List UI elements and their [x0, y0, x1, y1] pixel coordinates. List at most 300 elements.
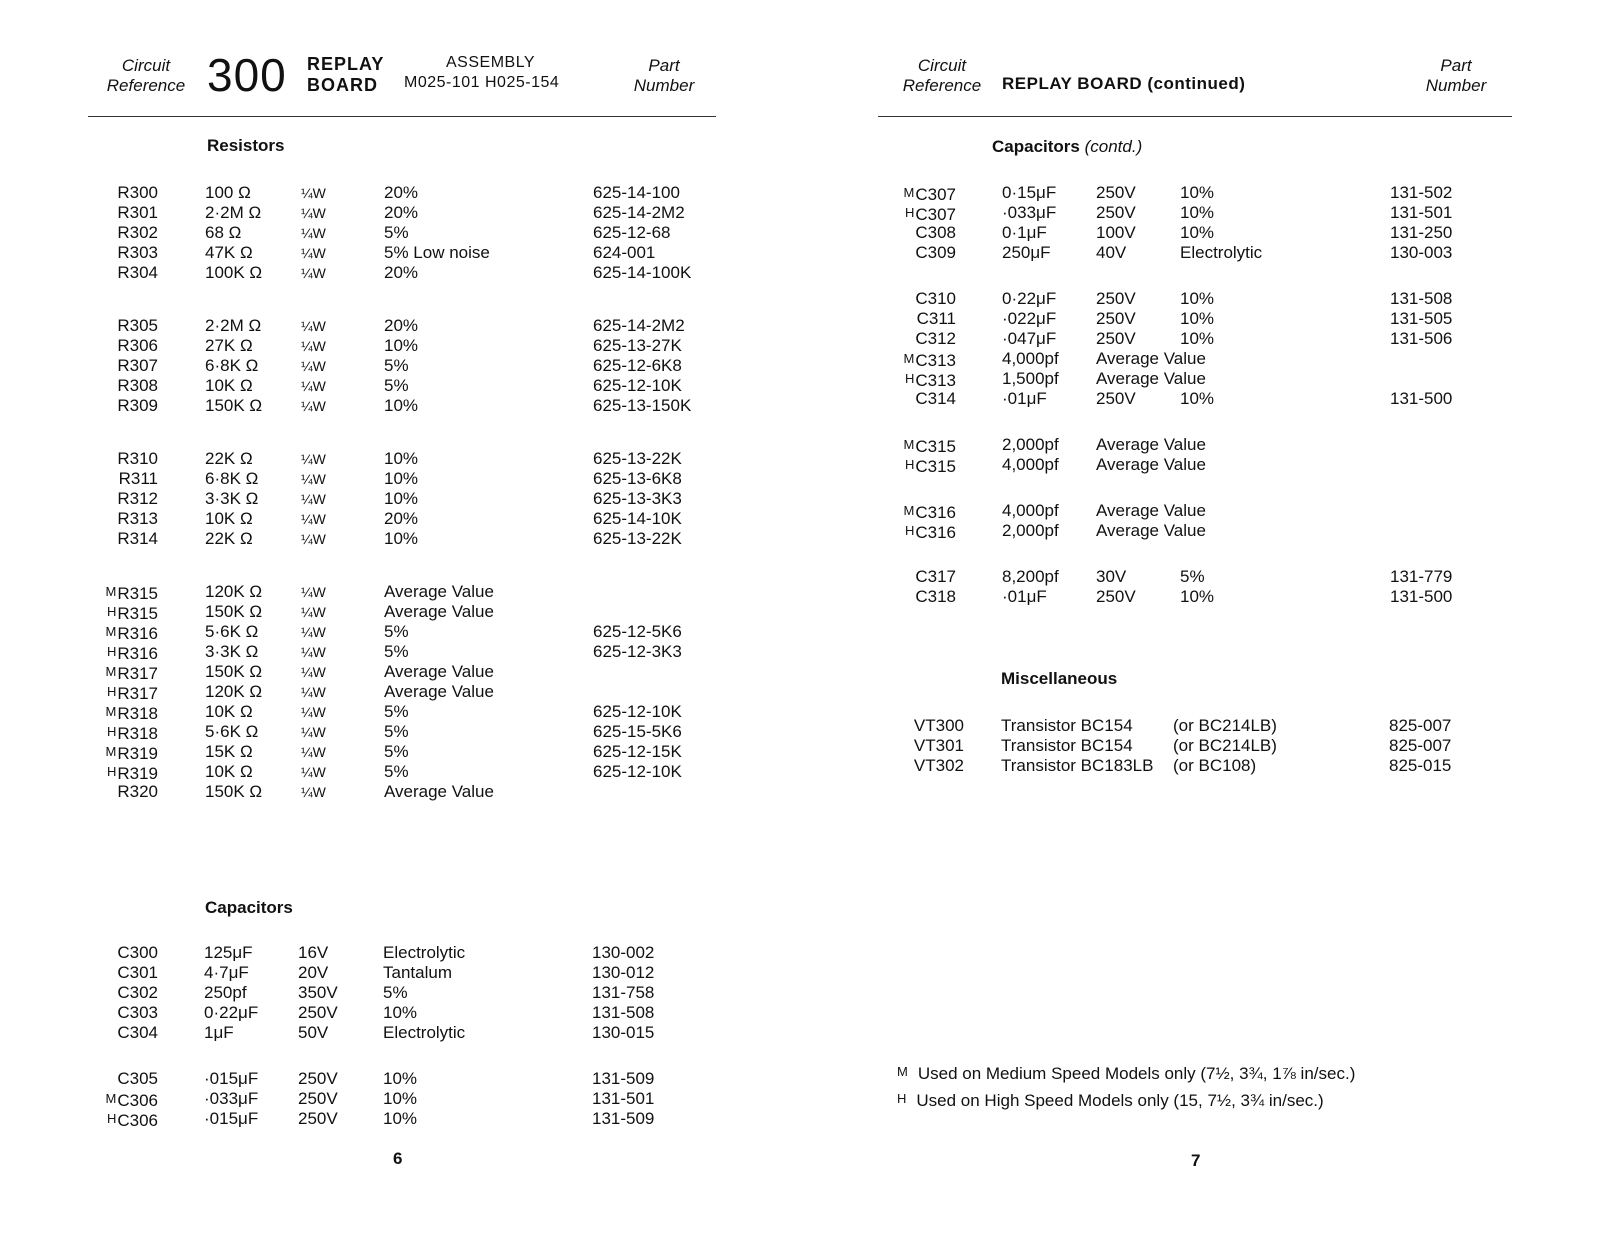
tolerance-cell: 10%: [1180, 309, 1215, 328]
circuit-ref: R315: [117, 584, 158, 603]
tolerance-cell: 10%: [383, 1089, 418, 1108]
ref-cell: [88, 203, 158, 223]
ref-cell: [88, 449, 158, 469]
table-row: [800, 369, 1600, 389]
ref-cell: [88, 469, 158, 489]
voltage-cell: 250V: [1096, 329, 1136, 348]
circuit-ref: R302: [117, 223, 158, 242]
footnote-text: Used on High Speed Models only (15, 7½, 3¾ in/sec.): [916, 1091, 1324, 1110]
circuit-ref: C305: [117, 1069, 158, 1088]
header-circuit-reference-text: Circuit Reference: [902, 56, 982, 95]
ref-cell: [88, 1069, 158, 1089]
table-row: [0, 983, 800, 1003]
wattage-cell: ¼W: [301, 471, 326, 487]
value-cell: 4·7μF: [204, 963, 249, 982]
voltage-cell: 250V: [298, 1089, 338, 1108]
ref-cell: [88, 622, 158, 644]
circuit-ref: C311: [916, 309, 956, 328]
speed-prefix: M: [105, 624, 117, 639]
header-rule: [88, 116, 716, 117]
header-part-number-text: Part Number: [1425, 56, 1487, 95]
tolerance-cell: 10%: [383, 1109, 418, 1128]
part-number-cell: 130-002: [592, 943, 655, 962]
circuit-ref: R311: [118, 469, 158, 488]
tolerance-cell: Electrolytic: [383, 1023, 466, 1042]
tolerance-cell: 5%: [384, 376, 409, 395]
wattage-cell: ¼W: [301, 491, 326, 507]
value-cell: 5·6K Ω: [205, 622, 259, 641]
table-row: [800, 289, 1600, 309]
part-number-cell: 131-508: [1390, 289, 1453, 308]
footnote-mark: H: [897, 1091, 907, 1106]
value-cell: 0·1μF: [1002, 223, 1047, 242]
tolerance-cell: Electrolytic: [1180, 243, 1263, 262]
value-cell: 100K Ω: [205, 263, 263, 282]
wattage-cell: ¼W: [301, 664, 326, 680]
speed-prefix: H: [106, 1111, 117, 1126]
part-number-cell: 131-758: [592, 983, 655, 1002]
ref-cell: [88, 336, 158, 356]
value-cell: 120K Ω: [205, 682, 263, 701]
ref-cell: [886, 369, 956, 391]
ref-cell: [886, 289, 956, 309]
table-row: [0, 316, 800, 336]
ref-cell: [88, 662, 158, 684]
table-row: [0, 203, 800, 223]
circuit-ref: R301: [117, 203, 158, 222]
voltage-cell: 250V: [298, 1109, 338, 1128]
wattage-cell: ¼W: [301, 451, 326, 467]
ref-cell: [886, 349, 956, 371]
circuit-ref: C313: [915, 351, 956, 370]
page-number: 7: [1191, 1151, 1201, 1170]
voltage-cell: 30V: [1096, 567, 1127, 586]
circuit-ref: C316: [915, 523, 956, 542]
page-number: 6: [393, 1149, 403, 1168]
ref-cell: [88, 223, 158, 243]
ref-cell: [886, 309, 956, 329]
ref-cell: [886, 435, 956, 457]
voltage-cell: 250V: [1096, 183, 1136, 202]
wattage-cell: ¼W: [301, 704, 326, 720]
tolerance-cell: Average Value: [384, 602, 494, 621]
tolerance-cell: 5%: [384, 223, 409, 242]
alternative-cell: (or BC214LB): [1173, 736, 1277, 755]
circuit-ref: C315: [915, 437, 956, 456]
circuit-ref: R316: [117, 624, 158, 643]
ref-cell: [88, 602, 158, 624]
voltage-cell: 16V: [298, 943, 329, 962]
circuit-ref: C312: [915, 329, 956, 348]
table-row: [0, 722, 800, 742]
part-number-cell: 625-13-150K: [593, 396, 692, 415]
part-number-cell: 130-012: [592, 963, 655, 982]
board-title: REPLAY BOARD (continued): [1002, 74, 1246, 93]
value-cell: ·015μF: [204, 1069, 259, 1088]
wattage-cell: ¼W: [301, 338, 326, 354]
wattage-cell: ¼W: [301, 358, 326, 374]
speed-prefix: M: [903, 503, 915, 518]
circuit-ref: VT300: [913, 716, 964, 735]
alternative-cell: (or BC108): [1173, 756, 1257, 775]
table-row: [800, 716, 1600, 736]
ref-cell: [88, 1003, 158, 1023]
value-cell: 10K Ω: [205, 702, 253, 721]
wattage-cell: ¼W: [301, 764, 326, 780]
part-number-cell: 825-015: [1389, 756, 1452, 775]
part-number-cell: 131-500: [1390, 587, 1453, 606]
ref-cell: [88, 642, 158, 664]
tolerance-cell: 5%: [384, 622, 409, 641]
part-number-cell: 625-13-22K: [593, 449, 682, 468]
tolerance-cell: Electrolytic: [383, 943, 466, 962]
voltage-cell: 250V: [298, 1003, 338, 1022]
table-row: [0, 682, 800, 702]
wattage-cell: ¼W: [301, 724, 326, 740]
wattage-cell: ¼W: [301, 684, 326, 700]
table-row: [0, 943, 800, 963]
ref-cell: [88, 983, 158, 1003]
circuit-ref: R320: [117, 782, 158, 801]
header-rule: [878, 116, 1512, 117]
table-row: [0, 1023, 800, 1043]
value-cell: 27K Ω: [205, 336, 253, 355]
part-number-cell: 625-14-2M2: [593, 316, 685, 335]
part-number-cell: 131-779: [1390, 567, 1453, 586]
circuit-ref: C306: [117, 1111, 158, 1130]
value-cell: 0·15μF: [1002, 183, 1057, 202]
ref-cell: [88, 489, 158, 509]
tolerance-cell: 5% Low noise: [384, 243, 490, 262]
part-number-cell: 625-12-3K3: [593, 642, 682, 661]
value-cell: 150K Ω: [205, 662, 263, 681]
voltage-cell: 40V: [1096, 243, 1127, 262]
assembly-numbers: M025-101 H025-154: [404, 74, 560, 91]
value-cell: 3·3K Ω: [205, 489, 259, 508]
part-number-cell: 625-15-5K6: [593, 722, 682, 741]
header-part-number: [1414, 56, 1498, 96]
tolerance-cell: 20%: [384, 316, 419, 335]
ref-cell: [88, 582, 158, 604]
speed-prefix: H: [904, 523, 915, 538]
header-part-number-text: Part Number: [633, 56, 695, 95]
speed-prefix: M: [903, 351, 915, 366]
value-cell: 5·6K Ω: [205, 722, 259, 741]
table-row: [800, 243, 1600, 263]
part-number-cell: 625-12-15K: [593, 742, 682, 761]
value-cell: 1,500pf: [1002, 369, 1059, 388]
ref-cell: [88, 722, 158, 744]
capacitors-title: Capacitors: [205, 898, 293, 917]
part-number-cell: 625-13-27K: [593, 336, 682, 355]
part-number-cell: 131-505: [1390, 309, 1453, 328]
voltage-cell: 250V: [1096, 203, 1136, 222]
circuit-ref: C310: [915, 289, 956, 308]
part-number-cell: 625-14-100K: [593, 263, 692, 282]
circuit-ref: R300: [117, 183, 158, 202]
ref-cell: [886, 223, 956, 243]
part-number-cell: 625-13-6K8: [593, 469, 682, 488]
circuit-ref: C315: [915, 457, 956, 476]
ref-cell: [886, 455, 956, 477]
tolerance-cell: 10%: [383, 1069, 418, 1088]
tolerance-cell: 10%: [384, 469, 419, 488]
ref-cell: [88, 183, 158, 203]
tolerance-cell: 5%: [384, 356, 409, 375]
table-row: [800, 203, 1600, 223]
speed-prefix: M: [903, 185, 915, 200]
part-number-cell: 625-12-68: [593, 223, 671, 242]
ref-cell: [88, 529, 158, 549]
circuit-ref: C306: [117, 1091, 158, 1110]
tolerance-cell: 10%: [383, 1003, 418, 1022]
table-row: [800, 329, 1600, 349]
value-cell: 4,000pf: [1002, 455, 1059, 474]
table-row: [800, 389, 1600, 409]
table-row: [0, 1003, 800, 1023]
tolerance-cell: 20%: [384, 203, 419, 222]
part-number-cell: 625-12-10K: [593, 762, 682, 781]
value-cell: 10K Ω: [205, 509, 253, 528]
tolerance-cell: 10%: [1180, 203, 1215, 222]
circuit-ref: C313: [915, 371, 956, 390]
circuit-ref: R312: [117, 489, 158, 508]
circuit-ref: C309: [915, 243, 956, 262]
table-row: [0, 469, 800, 489]
value-cell: 10K Ω: [205, 762, 253, 781]
voltage-cell: Average Value: [1096, 501, 1206, 520]
ref-cell: [88, 376, 158, 396]
ref-cell: [88, 243, 158, 263]
value-cell: 120K Ω: [205, 582, 263, 601]
speed-prefix: M: [105, 744, 117, 759]
value-cell: 4,000pf: [1002, 349, 1059, 368]
tolerance-cell: 5%: [384, 762, 409, 781]
voltage-cell: 250V: [1096, 309, 1136, 328]
table-row: [800, 567, 1600, 587]
speed-prefix: M: [105, 704, 117, 719]
value-cell: 2,000pf: [1002, 521, 1059, 540]
tolerance-cell: 5%: [1180, 567, 1205, 586]
voltage-cell: Average Value: [1096, 349, 1206, 368]
table-row: [800, 309, 1600, 329]
circuit-ref: R316: [117, 644, 158, 663]
tolerance-cell: 10%: [1180, 389, 1215, 408]
tolerance-cell: 5%: [384, 722, 409, 741]
voltage-cell: 250V: [1096, 587, 1136, 606]
speed-prefix: H: [904, 457, 915, 472]
part-number-cell: 131-506: [1390, 329, 1453, 348]
tolerance-cell: 10%: [384, 529, 419, 548]
ref-cell: [886, 501, 956, 523]
part-number-cell: 131-501: [592, 1089, 655, 1108]
table-row: [0, 762, 800, 782]
part-number-cell: 625-13-22K: [593, 529, 682, 548]
value-cell: ·022μF: [1002, 309, 1057, 328]
speed-prefix: M: [105, 1091, 117, 1106]
table-row: [800, 587, 1600, 607]
value-cell: ·01μF: [1002, 587, 1047, 606]
value-cell: 47K Ω: [205, 243, 253, 262]
circuit-ref: R304: [117, 263, 158, 282]
tolerance-cell: 5%: [383, 983, 408, 1002]
wattage-cell: ¼W: [301, 378, 326, 394]
tolerance-cell: Tantalum: [383, 963, 452, 982]
wattage-cell: ¼W: [301, 265, 326, 281]
table-row: [0, 336, 800, 356]
table-row: [800, 501, 1600, 521]
ref-cell: [88, 782, 158, 802]
circuit-ref: C307: [915, 185, 956, 204]
ref-cell: [886, 243, 956, 263]
ref-cell: [88, 509, 158, 529]
part-number-cell: 130-015: [592, 1023, 655, 1042]
wattage-cell: ¼W: [301, 624, 326, 640]
description-cell: Transistor BC154: [1001, 736, 1133, 755]
circuit-ref: R310: [117, 449, 158, 468]
header-circuit-reference: [98, 56, 194, 96]
table-row: [0, 449, 800, 469]
table-row: [0, 702, 800, 722]
ref-cell: [88, 356, 158, 376]
ref-cell: [886, 521, 956, 543]
part-number-cell: 131-508: [592, 1003, 655, 1022]
wattage-cell: ¼W: [301, 185, 326, 201]
tolerance-cell: 5%: [384, 702, 409, 721]
part-number-cell: 625-12-5K6: [593, 622, 682, 641]
speed-prefix: M: [903, 437, 915, 452]
value-cell: 10K Ω: [205, 376, 253, 395]
speed-prefix: H: [106, 724, 117, 739]
tolerance-cell: 5%: [384, 642, 409, 661]
value-cell: 22K Ω: [205, 529, 253, 548]
ref-cell: [88, 742, 158, 764]
ref-cell: [88, 1089, 158, 1111]
tolerance-cell: Average Value: [384, 682, 494, 701]
table-row: [0, 782, 800, 802]
value-cell: 2·2M Ω: [205, 203, 262, 222]
tolerance-cell: 10%: [384, 336, 419, 355]
table-row: [0, 1069, 800, 1089]
ref-cell: [88, 682, 158, 704]
circuit-ref: R308: [117, 376, 158, 395]
table-row: [800, 736, 1600, 756]
table-row: [0, 509, 800, 529]
circuit-ref: C314: [915, 389, 956, 408]
tolerance-cell: 10%: [1180, 289, 1215, 308]
table-row: [800, 521, 1600, 541]
circuit-ref: C318: [915, 587, 956, 606]
speed-prefix: H: [106, 644, 117, 659]
circuit-ref: C300: [117, 943, 158, 962]
circuit-ref: R317: [117, 664, 158, 683]
circuit-ref: R306: [117, 336, 158, 355]
circuit-ref: C317: [915, 567, 956, 586]
tolerance-cell: 20%: [384, 509, 419, 528]
value-cell: 2·2M Ω: [205, 316, 262, 335]
circuit-ref: R303: [117, 243, 158, 262]
table-row: [0, 642, 800, 662]
value-cell: 0·22μF: [204, 1003, 259, 1022]
value-cell: 150K Ω: [205, 602, 263, 621]
capacitors-contd-label: Capacitors: [992, 137, 1080, 156]
description-cell: Transistor BC154: [1001, 716, 1133, 735]
voltage-cell: 20V: [298, 963, 329, 982]
value-cell: ·015μF: [204, 1109, 259, 1128]
value-cell: 22K Ω: [205, 449, 253, 468]
circuit-ref: C316: [915, 503, 956, 522]
circuit-ref: R318: [117, 724, 158, 743]
ref-cell: [886, 183, 956, 205]
voltage-cell: 250V: [298, 1069, 338, 1088]
part-number-cell: 625-14-2M2: [593, 203, 685, 222]
part-number-cell: 131-500: [1390, 389, 1453, 408]
circuit-ref: R317: [117, 684, 158, 703]
tolerance-cell: 10%: [384, 489, 419, 508]
value-cell: 150K Ω: [205, 782, 263, 801]
circuit-ref: VT301: [913, 736, 964, 755]
value-cell: 3·3K Ω: [205, 642, 259, 661]
part-number-cell: 130-003: [1390, 243, 1453, 262]
value-cell: ·047μF: [1002, 329, 1057, 348]
ref-cell: [886, 587, 956, 607]
alternative-cell: (or BC214LB): [1173, 716, 1277, 735]
board-number: 300: [207, 49, 287, 101]
circuit-ref: R318: [117, 704, 158, 723]
circuit-ref: R315: [117, 604, 158, 623]
part-number-cell: 131-250: [1390, 223, 1453, 242]
tolerance-cell: Average Value: [384, 582, 494, 601]
wattage-cell: ¼W: [301, 644, 326, 660]
tolerance-cell: 10%: [384, 396, 419, 415]
table-row: [0, 582, 800, 602]
circuit-ref: C304: [117, 1023, 158, 1042]
tolerance-cell: Average Value: [384, 782, 494, 801]
circuit-ref: R307: [117, 356, 158, 375]
speed-prefix: H: [106, 604, 117, 619]
table-row: [0, 1089, 800, 1109]
capacitors-contd-title: [992, 137, 1142, 157]
wattage-cell: ¼W: [301, 205, 326, 221]
table-row: [800, 435, 1600, 455]
ref-cell: [88, 1023, 158, 1043]
voltage-cell: Average Value: [1096, 369, 1206, 388]
misc-title: Miscellaneous: [1001, 669, 1118, 688]
table-row: [0, 742, 800, 762]
wattage-cell: ¼W: [301, 584, 326, 600]
value-cell: 8,200pf: [1002, 567, 1059, 586]
value-cell: ·033μF: [204, 1089, 259, 1108]
tolerance-cell: Average Value: [384, 662, 494, 681]
right-page: [800, 0, 1600, 1250]
table-row: [0, 183, 800, 203]
table-row: [800, 349, 1600, 369]
header-part-number: [622, 56, 706, 96]
value-cell: 150K Ω: [205, 396, 263, 415]
footnote-mark: M: [897, 1064, 908, 1079]
part-number-cell: 131-509: [592, 1069, 655, 1088]
value-cell: 15K Ω: [205, 742, 253, 761]
speed-prefix: M: [105, 664, 117, 679]
table-row: [0, 622, 800, 642]
circuit-ref: R319: [117, 764, 158, 783]
wattage-cell: ¼W: [301, 398, 326, 414]
part-number-cell: 625-13-3K3: [593, 489, 682, 508]
value-cell: 6·8K Ω: [205, 469, 259, 488]
tolerance-cell: 20%: [384, 183, 419, 202]
voltage-cell: Average Value: [1096, 521, 1206, 540]
voltage-cell: Average Value: [1096, 455, 1206, 474]
